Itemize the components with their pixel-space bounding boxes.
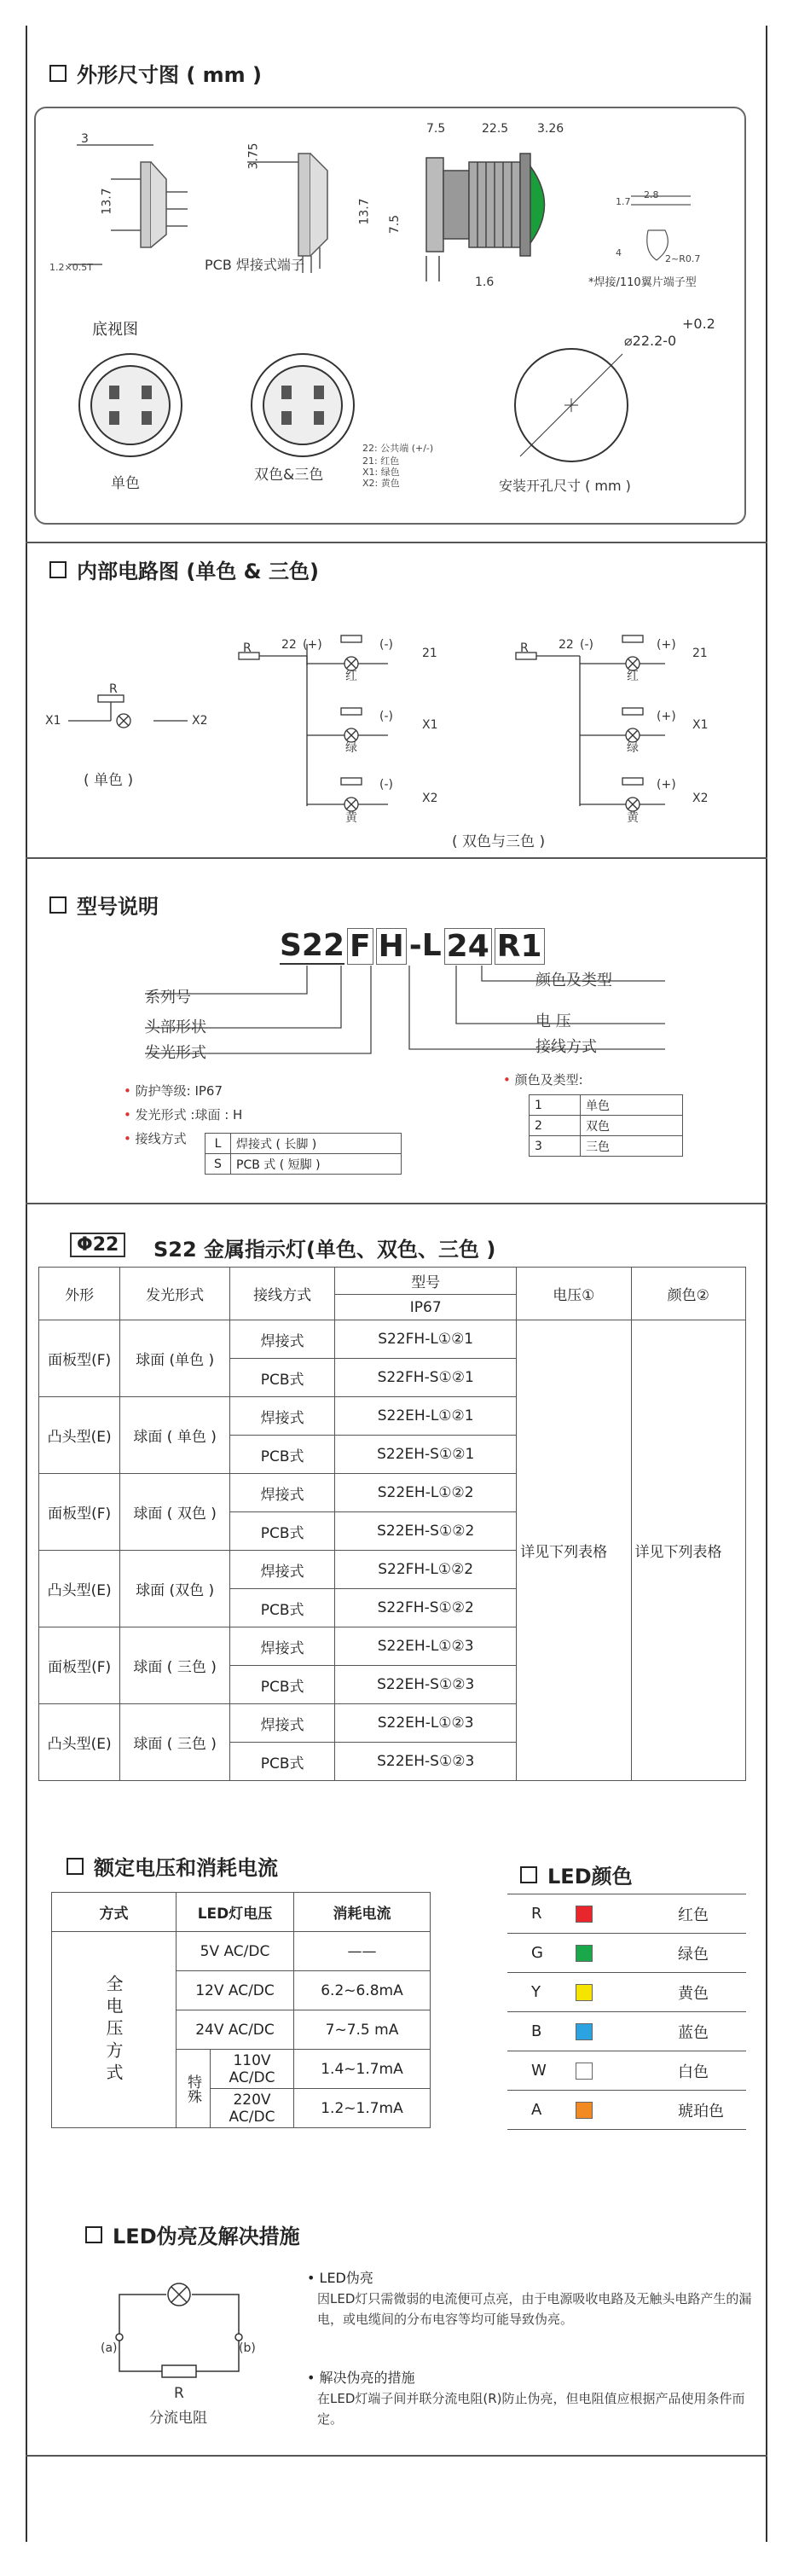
dim-4: 4 <box>616 247 622 258</box>
color-swatch <box>576 1906 593 1923</box>
tri-plus-2: (+) <box>657 710 676 723</box>
cutout-tolerance: +0.2 <box>682 316 715 332</box>
bottom-view-multi <box>247 350 358 461</box>
led-color-row: W 白色 <box>507 2051 746 2091</box>
checkbox-icon <box>49 561 67 578</box>
checkbox-icon <box>85 2226 102 2243</box>
checkbox-icon <box>520 1866 537 1883</box>
code-color: R1 <box>495 928 545 965</box>
label-series: 系列号 <box>145 989 191 1007</box>
led-color-row: Y 黄色 <box>507 1973 746 2012</box>
spec-row: 面板型(F) 球面 ( 双色 ) 焊接式 S22EH-L①②2 <box>39 1474 746 1512</box>
dual-x1: X1 <box>422 718 438 732</box>
led-color-row: G 绿色 <box>507 1934 746 1973</box>
dual-22: 22 <box>281 638 297 652</box>
pin-legend-0: 22: 公共端 (+/-) <box>362 443 434 454</box>
dim-terminal: 1.2×0.5T <box>49 262 93 273</box>
dual-minus-2: (-) <box>379 710 393 723</box>
voltage-row: 12V AC/DC 6.2~6.8mA <box>52 1971 431 2010</box>
shunt-circuit <box>102 2277 273 2388</box>
single-x1: X1 <box>45 714 61 728</box>
divider <box>26 542 767 543</box>
dual-tri-color-label: 双色&三色 <box>254 467 324 484</box>
cutout-diameter: ⌀22.2-0 <box>624 333 677 349</box>
divider <box>26 857 767 859</box>
dual-minus-3: (-) <box>379 778 393 792</box>
dual-minus-1: (-) <box>379 638 393 652</box>
solution-title: • 解决伪亮的措施 <box>307 2370 415 2386</box>
dim-13-7-b: 13.7 <box>357 198 372 225</box>
tri-21: 21 <box>692 647 708 660</box>
color-swatch <box>576 1945 593 1962</box>
wiring-row: L 焊接式 ( 长脚 ) <box>205 1134 402 1154</box>
bottom-view-title: 底视图 <box>92 321 138 339</box>
code-head: F <box>347 928 373 965</box>
terminal-b: (b) <box>239 2341 256 2355</box>
solder-terminal-note: *焊接/110翼片端子型 <box>588 276 697 289</box>
dual-r: R <box>243 641 252 655</box>
section-title-false-light: LED伪亮及解决措施 <box>85 2219 300 2249</box>
phi22-badge: Φ22 <box>70 1233 125 1257</box>
divider <box>26 2455 767 2457</box>
single-color-label: 单色 <box>111 475 140 492</box>
voltage-row: 24V AC/DC 7~7.5 mA <box>52 2010 431 2050</box>
spec-row: PCB式 S22EH-S①②3 <box>39 1743 746 1781</box>
code-series: S22 <box>280 928 345 963</box>
dim-13-7: 13.7 <box>100 188 114 215</box>
spec-row: PCB式 S22FH-S①②1 <box>39 1359 746 1397</box>
wiring-row: S PCB 式 ( 短脚 ) <box>205 1154 402 1175</box>
tri-green: 绿 <box>627 741 639 755</box>
tri-red: 红 <box>627 670 639 683</box>
spec-row: PCB式 S22EH-S①②3 <box>39 1666 746 1704</box>
tri-x1: X1 <box>692 718 709 732</box>
dim-r0-7: 2~R0.7 <box>665 253 701 264</box>
color-type-row: 2 双色 <box>530 1116 683 1136</box>
led-color-table <box>507 1894 746 2130</box>
dual-plus: (+) <box>303 638 322 652</box>
section-title-model: 型号说明 <box>49 890 159 920</box>
checkbox-icon <box>49 896 67 914</box>
voltage-row: 220V AC/DC 1.2~1.7mA <box>52 2089 431 2128</box>
single-r: R <box>109 682 118 696</box>
color-type-row: 3 三色 <box>530 1136 683 1157</box>
dual-yellow: 黄 <box>345 811 357 825</box>
code-light: H <box>376 928 407 965</box>
dim-3: 3 <box>81 132 89 146</box>
section-title-voltage: 额定电压和消耗电流 <box>67 1851 278 1881</box>
note-light: • 发光形式 :球面 : H <box>124 1107 243 1123</box>
tri-plus-3: (+) <box>657 778 676 792</box>
dim-1-6: 1.6 <box>475 276 495 289</box>
color-swatch <box>576 1984 593 2001</box>
cutout-label: 安装开孔尺寸 ( mm ) <box>499 478 631 494</box>
spec-row: 凸头型(E) 球面 ( 三色 ) 焊接式 S22EH-L①②3 <box>39 1704 746 1743</box>
dim-2-8: 2.8 <box>644 189 659 200</box>
section-title-circuit: 内部电路图 (单色 & 三色) <box>49 554 319 584</box>
led-color-row: A 琥珀色 <box>507 2091 746 2130</box>
voltage-table: 方式 LED灯电压 消耗电流 全电压方式 5V AC/DC —— 12V AC/DC 6.2~6.8mA 24V AC/DC 7~7.5 mA 特殊 110V AC/DC 1.4~1.7mA 220V AC/DC 1.2~1.7mA <box>51 1892 431 2128</box>
terminal-a: (a) <box>101 2341 118 2355</box>
label-light: 发光形式 <box>145 1044 206 1062</box>
color-swatch <box>576 2102 593 2119</box>
tri-x2: X2 <box>692 792 709 805</box>
color-type-title: • 颜色及类型: <box>503 1072 583 1088</box>
label-voltage: 电 压 <box>535 1012 571 1030</box>
color-type-row: 1 单色 <box>530 1095 683 1116</box>
spec-row: PCB式 S22EH-S①②1 <box>39 1436 746 1474</box>
shunt-r-label: R <box>174 2385 184 2402</box>
label-head: 头部形状 <box>145 1018 206 1036</box>
false-light-title: • LED伪亮 <box>307 2270 373 2286</box>
dual-21: 21 <box>422 647 437 660</box>
color-swatch <box>576 2023 593 2040</box>
false-light-text: 因LED灯只需微弱的电流便可点亮，由于电源吸收电路及无触头电路产生的漏电，或电缆间的分布电容等均可能导致伪亮。 <box>317 2291 752 2327</box>
spec-table: 外形 发光形式 接线方式 型号 电压① 颜色② IP67 面板型(F) 球面 (单色 ) 焊接式 S22FH-L①②1 详见下列表格 详见下列表格 PCB式 S22FH-S①②1 凸头型(E) 球面 ( 单色 ) 焊接式 S22EH-L①②1 PCB式 S22EH-S①②1 面板型(F) 球面 ( 双色 ) 焊接式 S22EH-L①②2 PCB式 S22EH-S①②2 凸头型(E) 球面 (双色 ) 焊接式 S22FH-L①②2 PCB式 S22FH-S①②2 面板型(F) 球面 ( 三色 ) 焊接式 S22EH-L①②3 PCB式 S22EH-S①②3 凸头型(E) 球面 ( 三色 ) 焊接式 S22EH-L①②3 PCB式 S22EH-S①②3 <box>38 1267 746 1781</box>
dual-tri-caption: ( 双色与三色 ) <box>452 833 546 850</box>
lamp-side-drawing <box>409 132 580 303</box>
dim-22-5: 22.5 <box>482 122 509 136</box>
led-color-row: B 蓝色 <box>507 2012 746 2051</box>
pin-legend-1: 21: 红色 <box>362 455 400 467</box>
note-wiring: • 接线方式 <box>124 1131 187 1146</box>
spec-row: 面板型(F) 球面 (单色 ) 焊接式 S22FH-L①②1 详见下列表格 详见下列表格 <box>39 1320 746 1359</box>
dim-7-5-b: 7.5 <box>388 214 402 235</box>
tri-minus: (-) <box>580 638 593 652</box>
checkbox-icon <box>67 1858 84 1875</box>
divider <box>26 1203 767 1204</box>
dual-x2: X2 <box>422 792 438 805</box>
spec-row: 面板型(F) 球面 ( 三色 ) 焊接式 S22EH-L①②3 <box>39 1627 746 1666</box>
pcb-terminal-label: PCB 焊接式端子 <box>205 257 304 273</box>
cutout-drawing <box>512 345 631 465</box>
tri-22: 22 <box>559 638 574 652</box>
label-wiring: 接线方式 <box>535 1038 597 1056</box>
single-caption: ( 单色 ) <box>84 772 134 789</box>
dim-3-75: 3.75 <box>246 142 261 170</box>
section-title-dimensions: 外形尺寸图 ( mm ) <box>49 58 262 88</box>
section-title-led-color: LED颜色 <box>520 1859 633 1889</box>
spec-row: PCB式 S22FH-S①②2 <box>39 1589 746 1627</box>
code-voltage: 24 <box>444 928 492 965</box>
code-wiring: -L <box>408 928 442 963</box>
checkbox-icon <box>49 65 67 82</box>
shunt-caption: 分流电阻 <box>149 2410 207 2427</box>
spec-row: 凸头型(E) 球面 ( 单色 ) 焊接式 S22EH-L①②1 <box>39 1397 746 1436</box>
voltage-row: 特殊 110V AC/DC 1.4~1.7mA <box>52 2050 431 2089</box>
spec-title: S22 金属指示灯(单色、双色、三色 ) <box>153 1238 496 1262</box>
led-color-row: R 红色 <box>507 1894 746 1934</box>
dim-1-7: 1.7 <box>616 196 631 207</box>
dual-green: 绿 <box>345 741 357 755</box>
tri-plus-1: (+) <box>657 638 676 652</box>
tri-yellow: 黄 <box>627 811 639 825</box>
label-color: 颜色及类型 <box>535 972 612 989</box>
model-code <box>280 928 545 965</box>
tri-r: R <box>520 641 529 655</box>
pin-legend-2: X1: 绿色 <box>362 467 400 478</box>
note-protection: • 防护等级: IP67 <box>124 1083 223 1099</box>
circuit-diagrams <box>34 597 759 836</box>
solution-text: 在LED灯端子间并联分流电阻(R)防止伪亮，但电阻值应根据产品使用条件而定。 <box>317 2391 745 2427</box>
bottom-view-single <box>75 350 186 461</box>
color-type-table <box>529 1094 683 1157</box>
spec-row: 凸头型(E) 球面 (双色 ) 焊接式 S22FH-L①②2 <box>39 1551 746 1589</box>
dim-3-26: 3.26 <box>537 122 564 136</box>
single-x2: X2 <box>192 714 208 728</box>
spec-row: PCB式 S22EH-S①②2 <box>39 1512 746 1551</box>
wiring-table <box>205 1133 402 1175</box>
dual-red: 红 <box>345 670 357 683</box>
voltage-row: 全电压方式 5V AC/DC —— <box>52 1932 431 1971</box>
pin-legend-3: X2: 黄色 <box>362 478 400 489</box>
dim-7-5: 7.5 <box>426 122 446 136</box>
color-swatch <box>576 2063 593 2080</box>
